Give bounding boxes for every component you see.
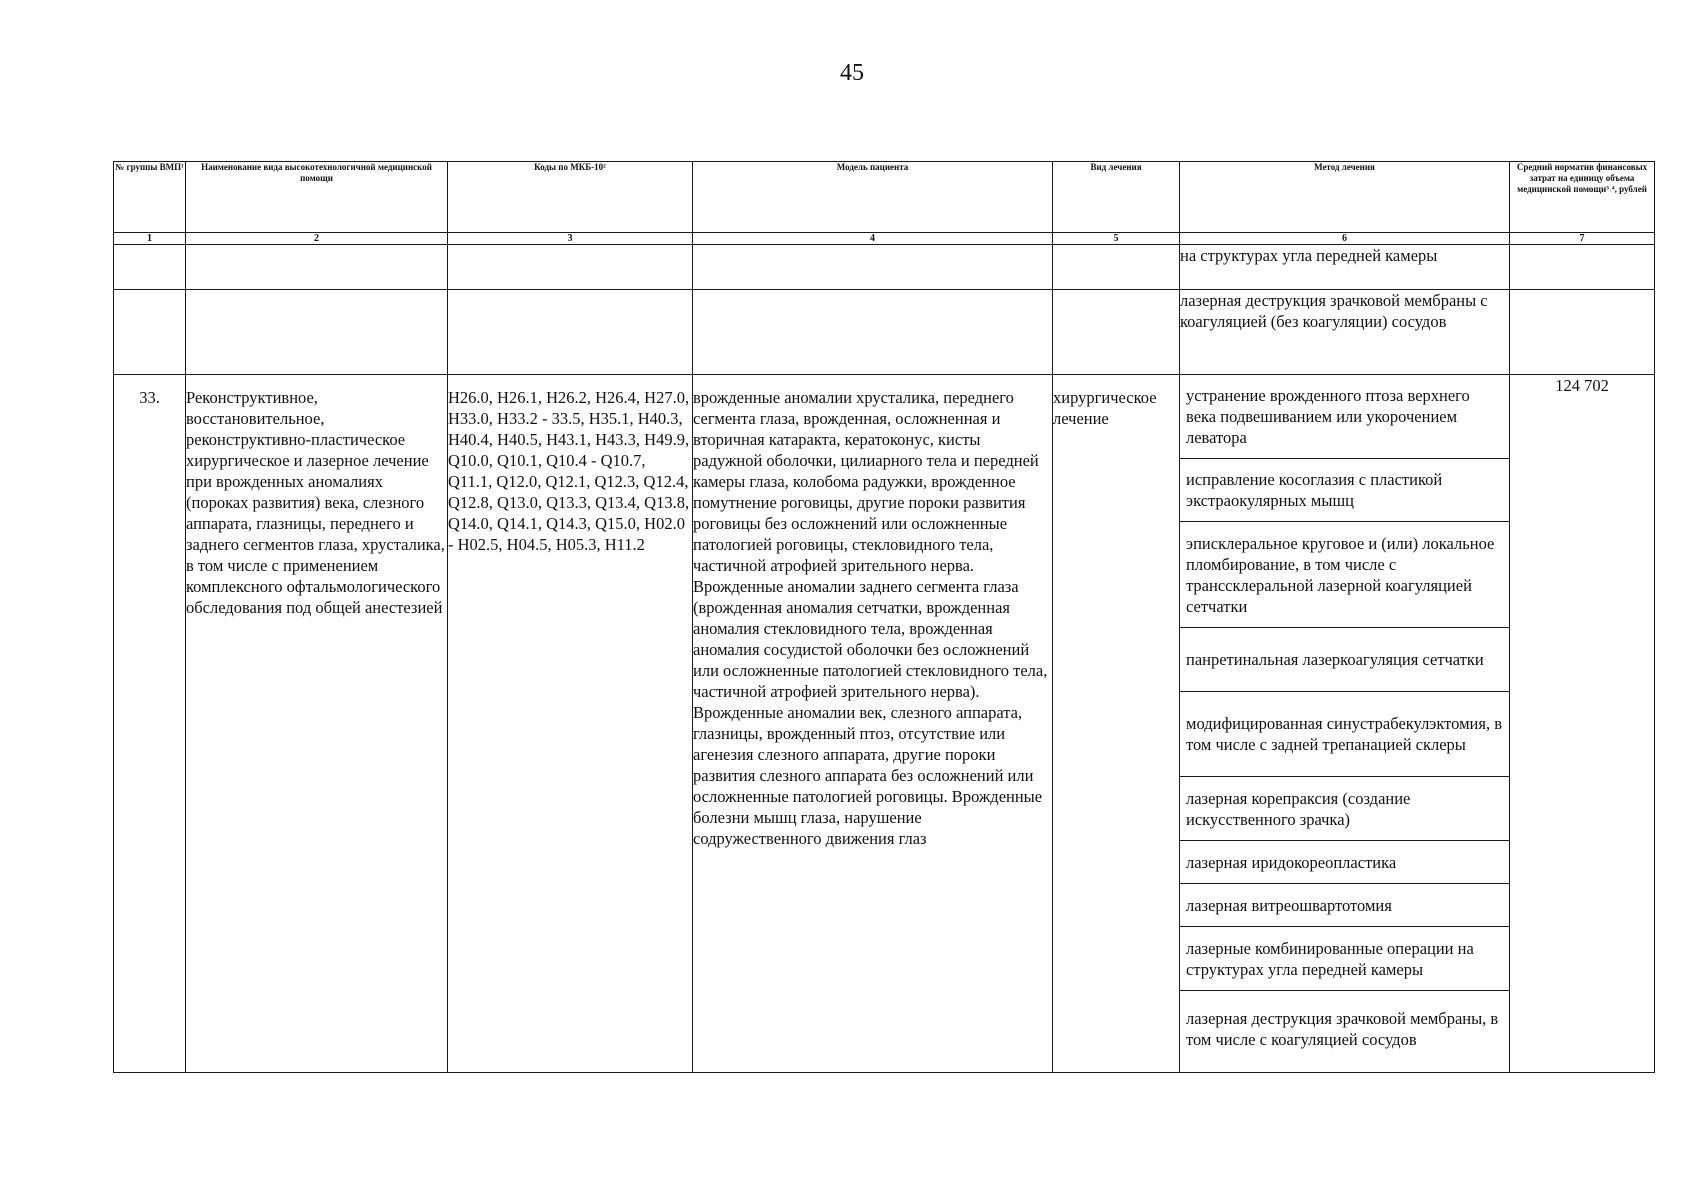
method-text: лазерная витреошвартотомия (1186, 895, 1392, 915)
empty-cell (693, 245, 1053, 290)
icd-codes: H26.0, H26.1, H26.2, H26.4, H27.0, H33.0, H33.2 - 33.5, H35.1, H40.3, H40.4, H40.5, H43.1, H43.3, H49.9, Q10.0, Q10.1, Q10.4 - Q10.7, Q11.1, Q12.0, Q12.1, Q12.3, Q12.4, Q12.8, Q13.0, Q13.3, Q13.4, Q13.8, Q14.0, Q14.1, Q14.3, Q15.0, H02.0 - H02.5, H04.5, H05.3, H11.2 (448, 375, 693, 1073)
column-number: 5 (1053, 233, 1180, 245)
method-text: модифицированная синустрабекулэктомия, в том числе с задней трепанацией склеры (1186, 714, 1503, 754)
continuation-row (114, 290, 1655, 375)
method-item (1180, 375, 1509, 459)
group-number: 33. (114, 375, 186, 1073)
care-name: Реконструктивное, восстановительное, реконструктивно-пластическое хирургическое и лазерное лечение при врожденных аномалиях (пороках развития) века, слезного аппарата, глазницы, переднего и заднего сегментов глаза, хрусталика, в том числе с применением комплексного офтальмологического обследования под общей анестезией (186, 375, 448, 1073)
column-number: 2 (186, 233, 448, 245)
vmp-table (113, 161, 1655, 1073)
column-number: 3 (448, 233, 693, 245)
empty-cell (1510, 290, 1655, 375)
column-number: 6 (1180, 233, 1510, 245)
method-item (1180, 628, 1509, 692)
method-cell: лазерная деструкция зрачковой мембраны с коагуляцией (без коагуляции) сосудов (1180, 290, 1510, 375)
empty-cell (186, 290, 448, 375)
method-text: лазерная иридокореопластика (1186, 852, 1397, 872)
empty-cell (448, 290, 693, 375)
header-care-name: Наименование вида высокотехнологичной медицинской помощи (186, 162, 448, 233)
methods-cell (1180, 375, 1510, 1073)
column-number: 4 (693, 233, 1053, 245)
column-number: 1 (114, 233, 186, 245)
empty-cell (693, 290, 1053, 375)
average-cost: 124 702 (1510, 375, 1655, 1073)
method-text: лазерные комбинированные операции на структурах угла передней камеры (1186, 938, 1474, 979)
continuation-row (114, 245, 1655, 290)
method-text: устранение врожденного птоза верхнего века подвешиванием или укорочением леватора (1186, 386, 1470, 447)
method-text: эписклеральное круговое и (или) локальное пломбирование, в том числе с транссклеральной лазерной коагуляцией сетчатки (1186, 533, 1495, 616)
empty-cell (1053, 290, 1180, 375)
group-row (114, 375, 1655, 1073)
empty-cell (1053, 245, 1180, 290)
empty-cell (114, 245, 186, 290)
method-item (1180, 522, 1509, 628)
method-text: исправление косоглазия с пластикой экстраокулярных мышц (1186, 470, 1443, 510)
header-icd-codes: Коды по МКБ-10² (448, 162, 693, 233)
patient-model: врожденные аномалии хрусталика, переднего сегмента глаза, врожденная, осложненная и вторичная катаракта, кератоконус, кисты радужной оболочки, цилиарного тела и передней камеры глаза, колобома радужки, врожденное помутнение роговицы, другие пороки развития роговицы без осложнений или осложненные патологией роговицы, стекловидного тела, частичной атрофией зрительного нерва. Врожденные аномалии заднего сегмента глаза (врожденная аномалия сетчатки, врожденная аномалия стекловидного тела, врожденная аномалия сосудистой оболочки без осложнений или осложненные патологией стекловидного тела, частичной атрофией зрительного нерва). Врожденные аномалии век, слезного аппарата, глазницы, врожденный птоз, отсутствие или агенезия слезного аппарата, другие пороки развития слезного аппарата без осложнений или осложненные патологией роговицы. Врожденные болезни мышц глаза, нарушение содружественного движения глаз (693, 375, 1053, 1073)
column-number-row (114, 233, 1655, 245)
method-cell: на структурах угла передней камеры (1180, 245, 1510, 290)
empty-cell (1510, 245, 1655, 290)
header-patient-model: Модель пациента (693, 162, 1053, 233)
method-item (1180, 459, 1509, 522)
header-row (114, 162, 1655, 233)
method-item (1180, 777, 1509, 841)
method-list (1180, 375, 1509, 1072)
header-group-number: № группы ВМП¹ (114, 162, 186, 233)
empty-cell (114, 290, 186, 375)
method-item (1180, 884, 1509, 927)
header-average-cost: Средний норматив финансовых затрат на единицу объема медицинской помощи³˒⁴, рублей (1510, 162, 1655, 233)
method-text: лазерная корепраксия (создание искусственного зрачка) (1186, 788, 1411, 829)
method-item (1180, 692, 1509, 777)
method-item (1180, 927, 1509, 991)
column-number: 7 (1510, 233, 1655, 245)
empty-cell (448, 245, 693, 290)
empty-cell (186, 245, 448, 290)
method-text: лазерная деструкция зрачковой мембраны, в том числе с коагуляцией сосудов (1186, 1009, 1499, 1049)
header-treatment-method: Метод лечения (1180, 162, 1510, 233)
method-item (1180, 841, 1509, 884)
treatment-type: хирургическое лечение (1053, 375, 1180, 1073)
header-treatment-type: Вид лечения (1053, 162, 1180, 233)
method-text: панретинальная лазеркоагуляция сетчатки (1186, 650, 1484, 669)
page-number: 45 (840, 60, 864, 86)
method-item (1180, 991, 1509, 1067)
